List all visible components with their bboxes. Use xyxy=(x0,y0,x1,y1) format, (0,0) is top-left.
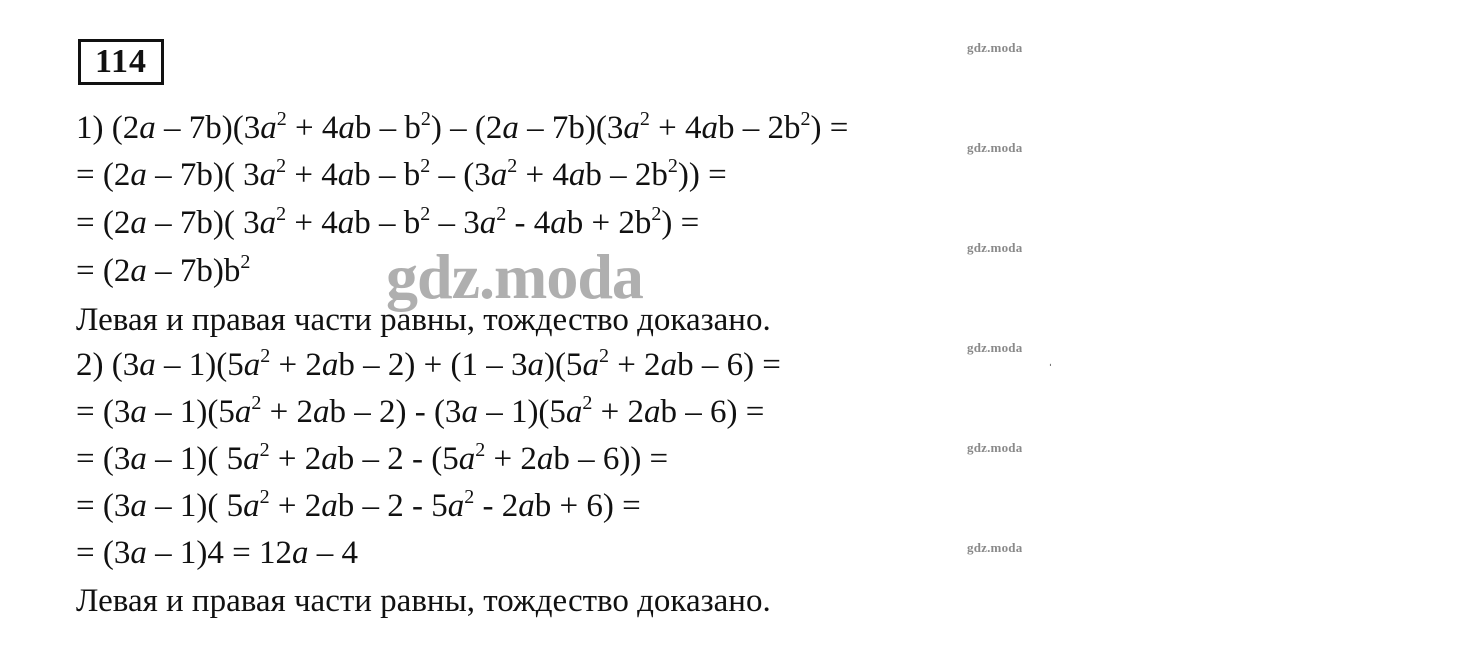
conclusion-text: Левая и правая части равны, тождество доказано. xyxy=(76,302,771,338)
conclusion-text: Левая и правая части равны, тождество доказано. xyxy=(76,583,771,619)
equation-line: = $(3a - 1)(5a^2 + 2ab - 2) - (3a - 1)(5a^2 + 2ab - 6)$ = xyxy=(76,392,765,430)
equation-line: = $(2a - 7b)b^2$ xyxy=(76,251,251,289)
problem-number: 114 xyxy=(78,39,164,85)
watermark-small: gdz.moda xyxy=(967,440,1023,455)
part-label: 2) xyxy=(76,347,104,383)
equation-line: 1) $(2a - 7b)(3a^2 + 4ab - b^2) - (2a - 7b)(3a^2 + 4ab - 2b^2)$ = xyxy=(76,108,849,146)
watermark-small: gdz.moda xyxy=(967,340,1023,355)
equation-line: = (3a – 1)( $5a^2 + 2ab - 2 - 5a^2 - 2ab + 6$) = xyxy=(76,486,641,524)
watermark-large: gdz.moda xyxy=(386,241,643,312)
equation-line: = (2a – 7b)( $3a^2 + 4ab - b^2 - (3a^2 + 4ab - 2b^2)$) = xyxy=(76,155,727,193)
watermark-small: gdz.moda xyxy=(967,540,1023,555)
watermark-small: gdz.moda xyxy=(967,40,1023,55)
equation-line: 2) $(3a - 1)(5a^2 + 2ab - 2) + (1 - 3a)(5a^2 + 2ab - 6)$ = xyxy=(76,345,781,383)
equation-line: = (2a – 7b)( $3a^2 + 4ab - b^2 - 3a^2 - 4ab + 2b^2$) = xyxy=(76,203,700,241)
watermark-small: gdz.moda xyxy=(967,140,1023,155)
stray-mark: ˌ xyxy=(1048,352,1053,367)
part-label: 1) xyxy=(76,110,104,146)
equation-line: = (3a – 1)4 = 12a – 4 xyxy=(76,535,358,571)
equation-line: = (3a – 1)( $5a^2 + 2ab - 2 - (5a^2 + 2ab - 6)$) = xyxy=(76,439,669,477)
watermark-small: gdz.moda xyxy=(967,240,1023,255)
